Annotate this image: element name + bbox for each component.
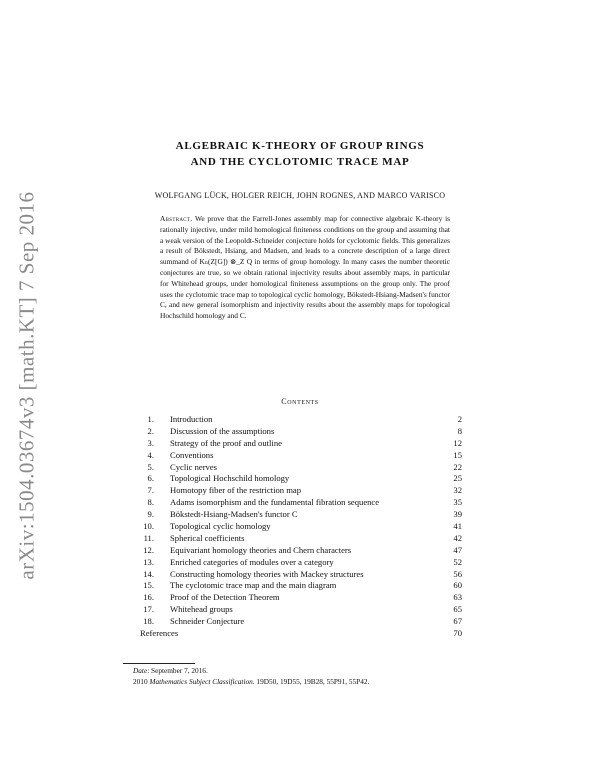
msc-prefix: 2010	[133, 676, 150, 686]
toc-item[interactable]	[140, 425, 462, 437]
toc-number: 15.	[143, 580, 154, 591]
title-line-2: AND THE CYCLOTOMIC TRACE MAP	[190, 156, 410, 168]
toc-item[interactable]	[140, 556, 462, 568]
toc-page: 67	[453, 616, 462, 627]
toc-title: Proof of the Detection Theorem	[170, 592, 280, 603]
toc-page: 15	[453, 449, 462, 460]
toc-item[interactable]	[140, 508, 462, 520]
toc-item[interactable]	[140, 603, 462, 615]
toc-title: Enriched categories of modules over a category	[170, 556, 334, 567]
toc-item[interactable]	[140, 472, 462, 484]
abstract-text: We prove that the Farrell-Jones assembly map for connective algebraic K-theory is rationally injective, under mild homological finiteness conditions on the group and assuming that a weak version of the Leopoldt-Schneider conjecture holds for cyclotomic fields. This generalizes a result of Bökstedt, Hsiang, and Madsen, and leads to a concrete description of a large direct summand of Kₙ(Z[G]) ⊗_Z Q in terms of group homology. In many cases the number theoretic conjectures are true, so we obtain rational injectivity results about assembly maps, in particular for Whitehead groups, under homological finiteness assumptions on the group only. The proof uses the cyclotomic trace map to topological cyclic homology, Bökstedt-Hsiang-Madsen's functor C, and new general isomorphism and injectivity results about the assembly maps for topological Hochschild homology and C.	[160, 214, 450, 321]
toc-item[interactable]	[140, 568, 462, 580]
toc-title: Bökstedt-Hsiang-Madsen's functor C	[170, 509, 298, 520]
paper-title	[0, 138, 600, 170]
toc-number: 7.	[147, 485, 154, 496]
toc-page: 32	[453, 485, 462, 496]
toc-number: 12.	[143, 544, 154, 555]
toc-page: 12	[453, 437, 462, 448]
toc-page: 25	[453, 473, 462, 484]
toc-item[interactable]	[140, 615, 462, 627]
toc-page: 39	[453, 509, 462, 520]
msc-label: Mathematics Subject Classification.	[149, 676, 255, 686]
toc-title: Spherical coefficients	[170, 532, 245, 543]
toc-number: 14.	[143, 568, 154, 579]
toc-item[interactable]	[140, 520, 462, 532]
toc-number: 18.	[143, 616, 154, 627]
toc-title: Cyclic nerves	[170, 461, 218, 472]
arxiv-stamp	[12, 190, 42, 580]
toc-item[interactable]	[140, 496, 462, 508]
toc-number: 3.	[147, 437, 154, 448]
arxiv-stamp-text: arXiv:1504.03674v3 [math.KT] 7 Sep 2016	[14, 190, 39, 580]
toc-item[interactable]	[140, 591, 462, 603]
abstract	[160, 214, 450, 322]
toc-page: 56	[453, 568, 462, 579]
toc-page: 70	[453, 627, 462, 638]
toc-number: 9.	[147, 509, 154, 520]
toc-title: Equivariant homology theories and Chern characters	[170, 544, 352, 555]
toc-number: 8.	[147, 497, 154, 508]
toc-title: Discussion of the assumptions	[170, 425, 275, 436]
msc-value: 19D50, 19D55, 19B28, 55P91, 55P42.	[254, 676, 370, 686]
footnote-msc	[133, 677, 369, 688]
toc-number: 6.	[147, 473, 154, 484]
toc-number: 17.	[143, 604, 154, 615]
toc-title: Strategy of the proof and outline	[170, 437, 282, 448]
date-label: Date	[133, 666, 148, 675]
toc-title: Conventions	[170, 449, 214, 460]
toc-title: Homotopy fiber of the restriction map	[170, 485, 302, 496]
toc-number: 4.	[147, 449, 154, 460]
toc-page: 63	[453, 592, 462, 603]
toc-page: 65	[453, 604, 462, 615]
toc-title: Topological cyclic homology	[170, 520, 271, 531]
toc-number: 16.	[143, 592, 154, 603]
toc-item-references[interactable]	[140, 627, 462, 639]
footnote-date	[133, 666, 369, 677]
toc-title: Schneider Conjecture	[170, 616, 245, 627]
toc-page: 2	[457, 413, 462, 424]
toc-number: 13.	[143, 556, 154, 567]
toc-page: 22	[453, 461, 462, 472]
toc-number: 5.	[147, 461, 154, 472]
toc-page: 42	[453, 532, 462, 543]
toc-page: 52	[453, 556, 462, 567]
toc-page: 41	[453, 520, 462, 531]
toc-number: 10.	[143, 520, 154, 531]
toc-title: Whitehead groups	[170, 604, 233, 615]
toc-title: Topological Hochschild homology	[170, 473, 290, 484]
author-list: WOLFGANG LÜCK, HOLGER REICH, JOHN ROGNES, AND MARCO VARISCO	[154, 191, 446, 200]
abstract-heading: Abstract.	[160, 214, 193, 223]
toc-page: 8	[457, 425, 462, 436]
toc-item[interactable]	[140, 484, 462, 496]
toc-item[interactable]	[140, 544, 462, 556]
title-line-1: ALGEBRAIC K-THEORY OF GROUP RINGS	[175, 140, 425, 152]
table-of-contents	[140, 413, 462, 639]
toc-item[interactable]	[140, 437, 462, 449]
date-value: : September 7, 2016.	[147, 666, 208, 675]
footnotes	[133, 666, 369, 687]
toc-number: 11.	[143, 532, 154, 543]
toc-item[interactable]	[140, 579, 462, 591]
toc-page: 47	[453, 544, 462, 555]
toc-item[interactable]	[140, 532, 462, 544]
toc-title: The cyclotomic trace map and the main diagram	[170, 580, 337, 591]
contents-heading: Contents	[281, 397, 319, 406]
toc-page: 35	[453, 497, 462, 508]
toc-title: Introduction	[170, 413, 213, 424]
toc-item[interactable]	[140, 449, 462, 461]
toc-title: Adams isomorphism and the fundamental fibration sequence	[170, 497, 380, 508]
toc-title: Constructing homology theories with Mackey structures	[170, 568, 364, 579]
footnote-rule	[123, 663, 195, 664]
toc-item[interactable]	[140, 413, 462, 425]
toc-title: References	[140, 627, 179, 638]
toc-item[interactable]	[140, 461, 462, 473]
toc-number: 1.	[147, 413, 154, 424]
toc-page: 60	[453, 580, 462, 591]
toc-number: 2.	[147, 425, 154, 436]
